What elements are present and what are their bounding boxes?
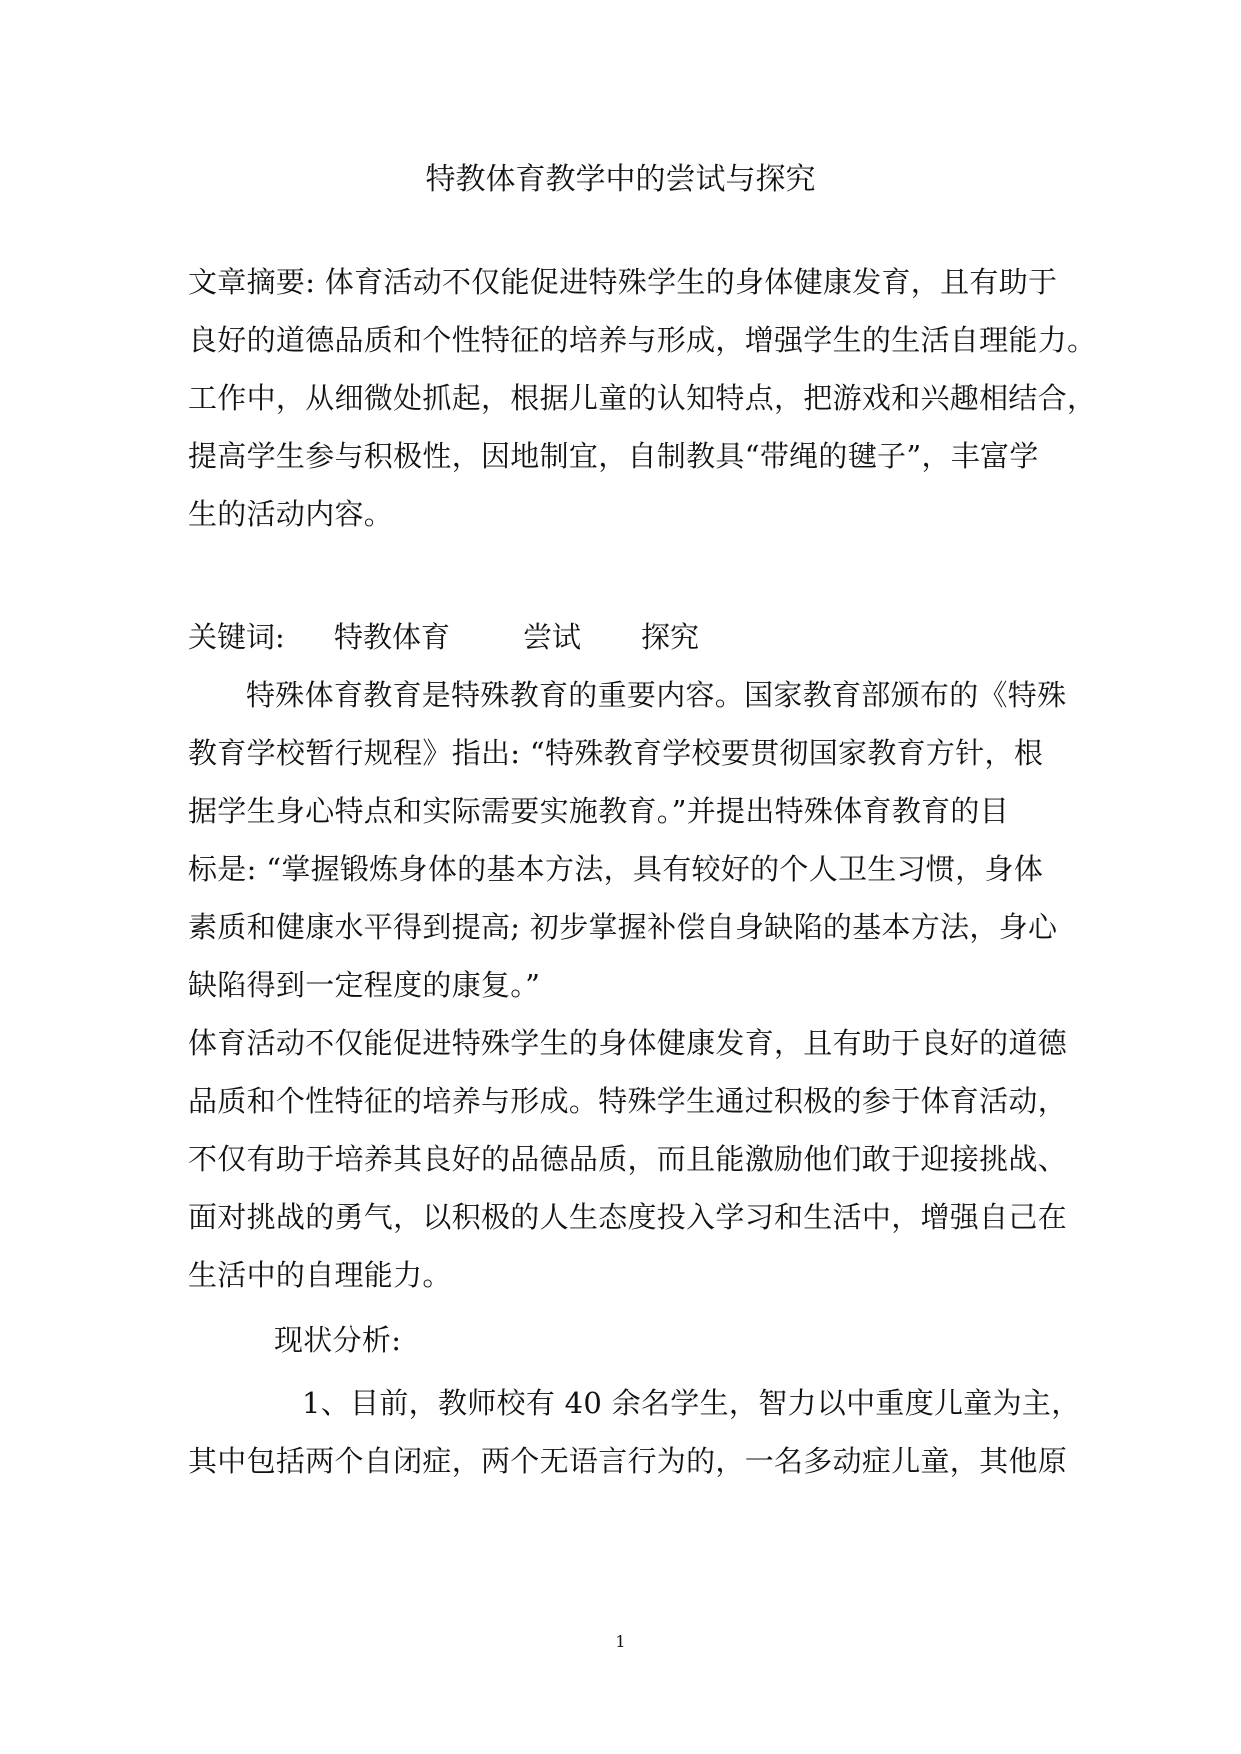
keyword: 特教体育: [334, 620, 451, 654]
abstract-line: 文章摘要: 体育活动不仅能促进特殊学生的身体健康发育，且有助于: [188, 265, 1058, 299]
body-line: 标是: “掌握锻炼身体的基本方法，具有较好的个人卫生习惯，身体: [188, 852, 1044, 886]
section-heading: 现状分析:: [274, 1323, 402, 1357]
body-line: 生活中的自理能力。: [188, 1258, 452, 1292]
status-line: 其中包括两个自闭症，两个无语言行为的，一名多动症儿童，其他原: [188, 1444, 1068, 1478]
body-line: 特殊体育教育是特殊教育的重要内容。国家教育部颁布的《特殊: [246, 678, 1067, 712]
body-line: 缺陷得到一定程度的康复。”: [188, 968, 541, 1002]
body-line: 体育活动不仅能促进特殊学生的身体健康发育，且有助于良好的道德: [188, 1026, 1068, 1060]
abstract-line: 生的活动内容。: [188, 497, 394, 531]
body-line: 面对挑战的勇气，以积极的人生态度投入学习和生活中，增强自己在: [188, 1200, 1068, 1234]
body-line: 品质和个性特征的培养与形成。特殊学生通过积极的参于体育活动，: [188, 1084, 1068, 1118]
keywords-label: 关键词:: [188, 620, 285, 654]
body-line: 不仅有助于培养其良好的品德品质，而且能激励他们敢于迎接挑战、: [188, 1142, 1068, 1176]
status-line: 1、目前，教师校有 40 余名学生，智力以中重度儿童为主，: [302, 1386, 1081, 1420]
body-line: 素质和健康水平得到提高; 初步掌握补偿自身缺陷的基本方法，身心: [188, 910, 1058, 944]
body-line: 据学生身心特点和实际需要实施教育。”并提出特殊体育教育的目: [188, 794, 1010, 828]
body-line: 教育学校暂行规程》指出: “特殊教育学校要贯彻国家教育方针，根: [188, 736, 1044, 770]
abstract-line: 良好的道德品质和个性特征的培养与形成，增强学生的生活自理能力。: [188, 323, 1097, 357]
keyword: 尝试: [523, 620, 582, 654]
abstract-line: 工作中，从细微处抓起，根据儿童的认知特点，把游戏和兴趣相结合，: [188, 381, 1097, 415]
abstract-line: 提高学生参与积极性，因地制宜，自制教具“带绳的毽子”，丰富学: [188, 439, 1039, 473]
keyword: 探究: [641, 620, 700, 654]
document-title: 特教体育教学中的尝试与探究: [425, 162, 816, 197]
page-number: 1: [615, 1632, 626, 1651]
